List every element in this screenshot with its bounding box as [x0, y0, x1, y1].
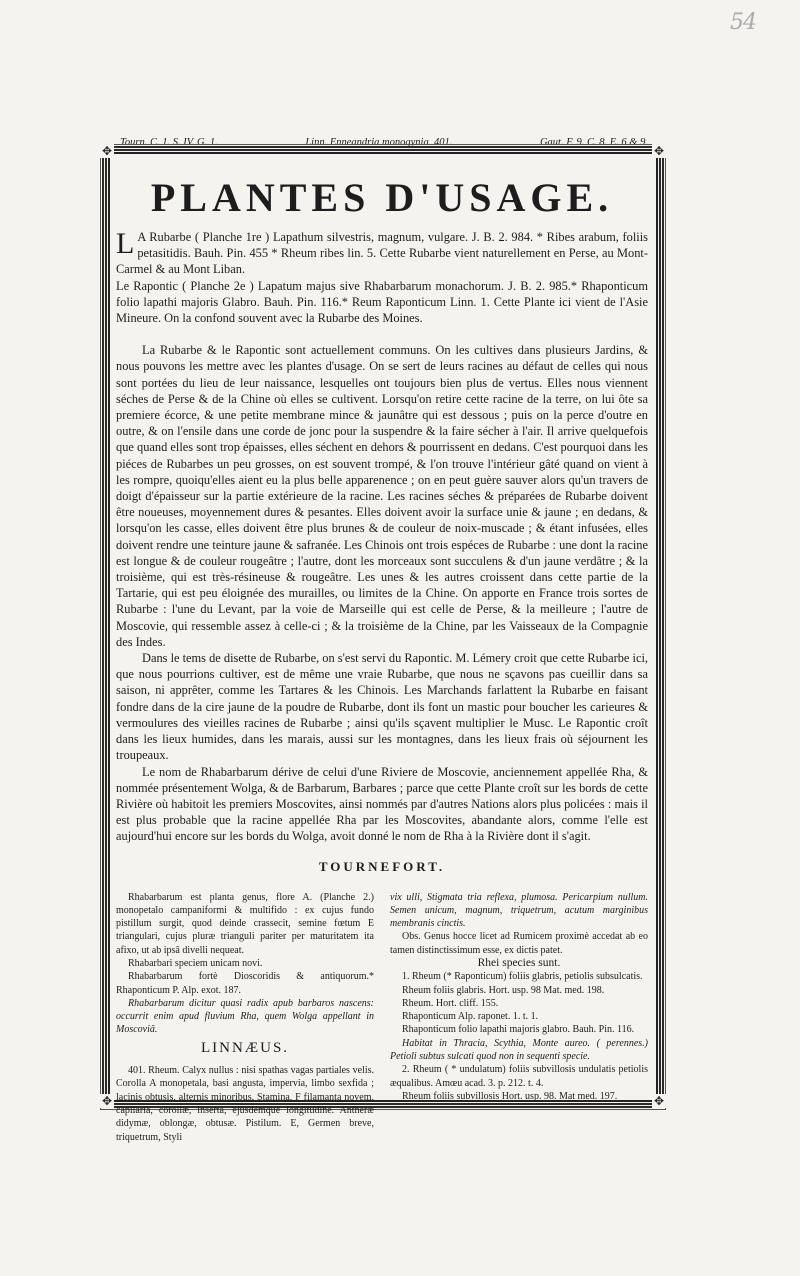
- page-title: PLANTES D'USAGE.: [150, 175, 614, 220]
- linnaeus-description: 401. Rheum. Calyx nullus : nisi spathas vagas partiales velis. Corolla A monopetala, basi angusta, impervia, limbo sexfida ; lacinis obtusis, alternis minoribus. Stamina, F filamanta novem, capilaria, corollæ, inserta, ejusdemque longitudine. Antheræ didymæ, oblongæ, obtusæ. Pistilum. E, Germen breve, triquetrum, Styli: [116, 1065, 374, 1143]
- reference-linnaeus: Linn. Enneandria monogynia. 401.: [305, 137, 453, 148]
- reference-gautier: Gaut. F. 9. C. 8. E. 6 & 9.: [539, 137, 648, 148]
- botanical-columns: [116, 891, 648, 1144]
- species-1-synonym-1: Rheum foliis glabris. Hort. usp. 98 Mat. med. 198.: [402, 984, 605, 996]
- linnaeus-description-continued: vix ulli, Stigmata tria reflexa, plumosa. Pericarpium nullum. Semen unicum, magnum, triquetrum, acutum marginibus membranis cinctis.: [390, 891, 648, 930]
- species-1-synonym-2: Rheum. Hort. cliff. 155.: [402, 997, 499, 1009]
- tournefort-heading: TOURNEFORT.: [318, 858, 446, 874]
- tournefort-etymology: Rhabarbarum dicitur quasi radix apub barbaros nascens: occurrit enim apud fluvium Rha, quem Wolga appellant in Moscoviâ.: [116, 997, 374, 1036]
- linnaeus-observation: Obs. Genus hocce licet ad Rumicem proximè accedat ab eo tamen distinctissimum esse, ex dictis patet.: [390, 931, 648, 956]
- reference-tournefort: Tourn. C. 1. S. IV. G. 1.: [120, 137, 218, 148]
- species-1-habitat: Habitat in Thracia, Scythia, Monte aureo. ( perennes.) Petioli subtus sulcati quod non in sequenti specie.: [390, 1037, 648, 1063]
- species-heading: Rhei species sunt.: [477, 957, 561, 969]
- tournefort-species-note: Rhabarbari speciem unicam novi.: [128, 958, 263, 969]
- intro-paragraph-rapontic: Le Rapontic ( Planche 2e ) Lapatum majus sive Rhabarbarum monachorum. J. B. 2. 985.* Rhaponticum folio lapathi majoris Glabro. Bauh. Pin. 116.* Reum Raponticum Linn. 1. Cette Plante ici vient de l'Asie Mineure. On la confond souvent avec la Rubarbe des Moines.: [116, 278, 648, 326]
- corner-ornament-icon: ✥: [101, 1094, 113, 1108]
- right-column: [390, 891, 648, 1144]
- page-content: [116, 160, 648, 1144]
- corner-ornament-icon: ✥: [653, 144, 665, 158]
- corner-ornament-icon: ✥: [101, 144, 113, 158]
- species-1: 1. Rheum (* Raponticum) foliis glabris, petiolis subsulcatis.: [402, 971, 643, 983]
- corner-ornament-icon: ✥: [653, 1094, 665, 1108]
- linnaeus-heading: LINNÆUS.: [200, 1039, 290, 1056]
- tournefort-synonym: Rhabarbarum fortè Dioscoridis & antiquorum.* Rhaponticum P. Alp. exot. 187.: [116, 971, 374, 996]
- intro-paragraph-rubarbe: [116, 229, 648, 278]
- page-number: 54: [730, 10, 756, 35]
- species-2: 2. Rheum ( * undulatum) foliis subvillosis undulatis petiolis æqualibus. Amœu acad. 3. p. 212. t. 4.: [390, 1064, 648, 1089]
- tournefort-description: Rhabarbarum est planta genus, flore A. (Planche 2.) monopetalo campaniformi & multifido : ex cujus fundo pistillum surgit, quod deinde crassecit, semine fœtum E triangulari, cujus pluræ trianguli pariter per maturitatem ita afixo, ut ab ipsâ divelli nequeat.: [116, 891, 374, 956]
- drop-cap: L: [116, 227, 135, 260]
- species-1-synonym-3: Rhaponticum Alp. raponet. 1. t. 1.: [402, 1011, 539, 1023]
- left-column: [116, 891, 374, 1144]
- intro-paragraph-rubarbe-text: A Rubarbe ( Planche 1re ) Lapathum silvestris, magnum, vulgare. J. B. 2. 984. * Ribes arabum, foliis petasitidis. Bauh. Pin. 455 * Rheum ribes lin. 5. Cette Rubarbe vient naturellement en Perse, au Mont-Carmel & au Mont Liban.: [116, 230, 648, 277]
- species-2-synonym: Rheum foliis subvillosis Hort. usp. 98. Mat med. 197.: [402, 1090, 618, 1102]
- body-paragraph-3: Le nom de Rhabarbarum dérive de celui d'une Riviere de Moscovie, anciennement appellée Rha, & nommée présentement Wolga, & de Barbarum, Barbares ; parce que cette Plante croît sur les bords de cette Rivière où habitoit les premiers Moscovites, ainsi nommés par d'autres Nations alors plus policées : mais il est plus probable que la racine appellée Rha par les Moscovites, abandante alors, comme l'elle est aujourd'hui encore sur les bords du Wolga, avoit donné le nom de Rha à la Rivière dont il s'agit.: [116, 764, 648, 844]
- body-paragraph-1: La Rubarbe & le Rapontic sont actuellement communs. On les cultives dans plusieurs Jardins, & nous pouvons les mettre avec les plantes d'usage. On se sert de leurs racines au défaut de celles qui nous sont portées du lieu de leur naissance, lesquelles ont toujours bien plus de vertus. Elles nous viennent séches de Perse & de la Chine où elles se cultivent. Lorsqu'on retire cette racine de la terre, on lui ôte sa premiere écorce, & une petite membrane mince & jaunâtre qui est dessous ; puis on la perce d'outre en outre, & on l'ensile dans une corde de jonc pour la suspendre & la faire sécher à l'air. Il arrive quelquefois que quand elles sont trop épaisses, elles séchent en dehors & pourrissent en dedans. C'est pourquoi dans les piéces de Rubarbes un peu grosses, on est souvent trompé, & l'on trouve l'intérieur gâté quand on vient à les rompre, quoiqu'elles aient eu la plus belle apparenence ; on en peut guère sauver alors qu'un travers de doigt d'épaisseur sur la partie extérieure de la racine. Les racines séches & préparées de Rubarbe doivent être noueuses, moyennement dures & pesantes. Elles doivent avoir la surface unie & jaune ; en dedans, & lorsqu'on les casse, elles doivent être plus brunes & de couleur de noix-muscade ; & étant infusées, elles doivent rendre une teinture jaune & safranée. Les Chinois ont trois espéces de Rubarbe : une dont la racine est longue & de couleur rougeâtre ; l'autre, dont les morceaux sont succulens & d'un jaune verdâtre ; & la troisième, qui est très-résineuse & rougeâtre. Les unes & les autres croissent dans cette partie de la Tartarie, qui est peu éloignée des murailles, ou limites de la Chine. On apporte en France trois sortes de Rubarbe : l'une du Levant, par la voie de Marseille qui est celle de Perse, & la meilleure ; l'autre de Moscovie, qui ressemble assez à celle-ci ; & la troisième de la Chine, par les Vaisseaux de la Compagnie des Indes.: [116, 343, 648, 649]
- intro-section: [116, 229, 648, 326]
- species-1-synonym-4: Rhaponticum folio lapathi majoris glabro. Bauh. Pin. 116.: [402, 1024, 635, 1036]
- body-paragraph-2: Dans le tems de disette de Rubarbe, on s'est servi du Rapontic. M. Lémery croit que cette Rubarbe ici, que nous pourrions cultiver, est de même une vraie Rubarbe, que nous ne sçavons pas cueillir dans sa saison, ni apprêter, comme les Tartares & les Chinois. Les Marchands farlattent la Rubarbe en faisant fondre dans de la cire jaune de la poudre de Rubarbe, dont ils font un mastic pour boucher les carieures & vermoulures des vieilles racines de Rubarbe ; ainsi qu'ils sçavent multiplier le Musc. Le Rapontic croît dans les lieux humides, dans les marais, aussi sur les montagnes, dans les lieux frais où séjournent les troupeaux.: [116, 651, 648, 763]
